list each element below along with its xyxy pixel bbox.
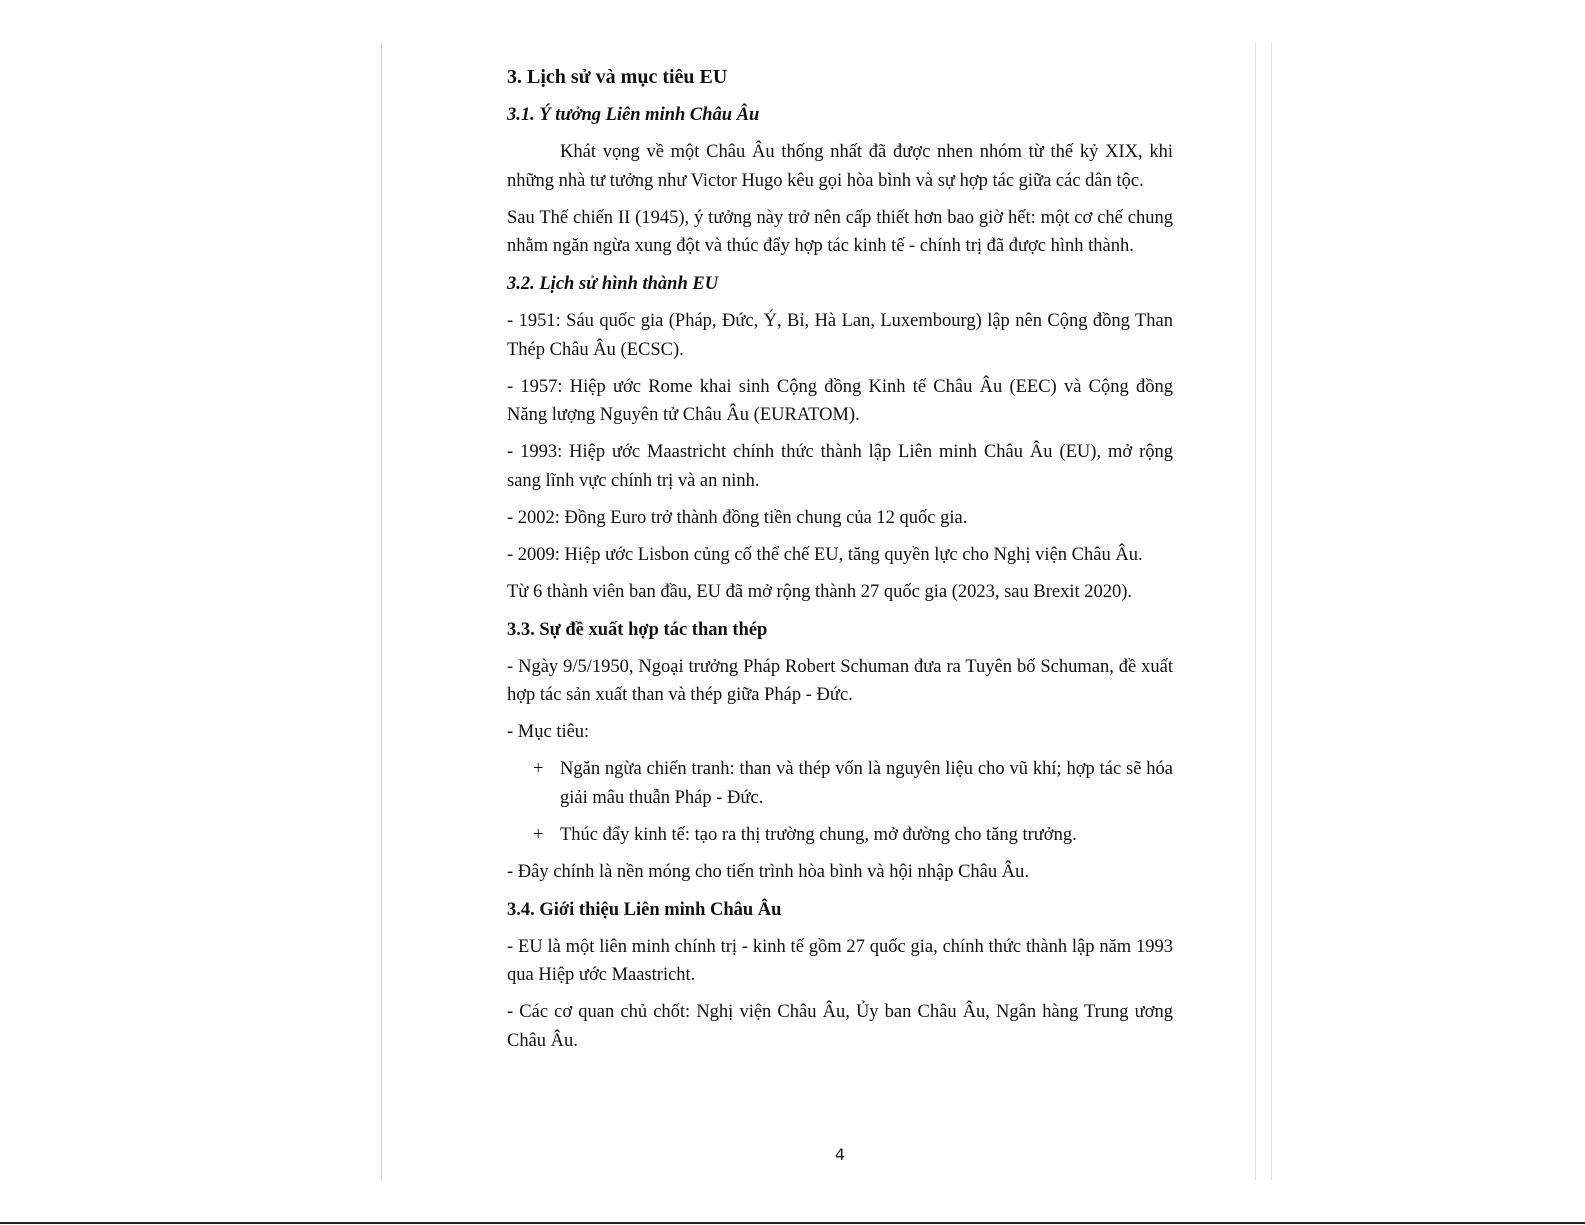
plus-bullet-icon: + bbox=[533, 759, 544, 779]
subsection-3-3-heading: 3.3. Sự đề xuất hợp tác than thép bbox=[507, 619, 768, 640]
subsection-3-1-heading: 3.1. Ý tưởng Liên minh Châu Âu bbox=[507, 105, 760, 125]
plus-bullet-icon: + bbox=[533, 824, 544, 845]
list-item-text: Ngăn ngừa chiến tranh: than và thép vốn là nguyên liệu cho vũ khí; hợp tác sẽ hóa giải mâu thuẫn Pháp - Đức. bbox=[560, 759, 1173, 808]
paragraph: Từ 6 thành viên ban đầu, EU đã mở rộng thành 27 quốc gia (2023, sau Brexit 2020). bbox=[507, 581, 1133, 602]
timeline-item: - 1957: Hiệp ước Rome khai sinh Cộng đồng Kinh tế Châu Âu (EEC) và Cộng đồng Năng lượng Nguyên tử Châu Âu (EURATOM). bbox=[507, 376, 1173, 425]
timeline-item: - 2002: Đồng Euro trở thành đồng tiền chung của 12 quốc gia. bbox=[507, 507, 968, 528]
paragraph: - Các cơ quan chủ chốt: Nghị viện Châu Âu, Ủy ban Châu Âu, Ngân hàng Trung ương Châu Âu. bbox=[507, 1002, 1173, 1051]
list-item bbox=[507, 755, 1173, 812]
timeline-item: - 2009: Hiệp ước Lisbon củng cố thể chế EU, tăng quyền lực cho Nghị viện Châu Âu. bbox=[507, 544, 1143, 565]
paragraph: - EU là một liên minh chính trị - kinh tế gồm 27 quốc gia, chính thức thành lập năm 1993 qua Hiệp ước Maastricht. bbox=[507, 936, 1173, 985]
page-margin-line-left bbox=[381, 42, 382, 1180]
paragraph: Sau Thế chiến II (1945), ý tưởng này trở nên cấp thiết hơn bao giờ hết: một cơ chế chung nhằm ngăn ngừa xung đột và thúc đẩy hợp tác kinh tế - chính trị đã được hình thành. bbox=[507, 207, 1173, 256]
list-item-text: Thúc đẩy kinh tế: tạo ra thị trường chung, mở đường cho tăng trưởng. bbox=[560, 824, 1077, 845]
page-margin-line-right-outer bbox=[1271, 42, 1272, 1180]
objectives-list bbox=[507, 755, 1173, 849]
document-body bbox=[507, 62, 1173, 1064]
page-number: 4 bbox=[834, 1145, 846, 1164]
viewport-bottom-border bbox=[0, 1222, 1585, 1224]
list-item bbox=[507, 821, 1173, 850]
section-title: 3. Lịch sử và mục tiêu EU bbox=[507, 66, 728, 88]
subsection-3-2-heading: 3.2. Lịch sử hình thành EU bbox=[507, 274, 719, 294]
timeline-item: - 1951: Sáu quốc gia (Pháp, Đức, Ý, Bỉ, Hà Lan, Luxembourg) lập nên Cộng đồng Than Thép Châu Âu (ECSC). bbox=[507, 311, 1173, 360]
page-margin-line-right bbox=[1255, 42, 1256, 1180]
timeline-item: - 1993: Hiệp ước Maastricht chính thức thành lập Liên minh Châu Âu (EU), mở rộng sang lĩnh vực chính trị và an ninh. bbox=[507, 442, 1173, 491]
subsection-3-4-heading: 3.4. Giới thiệu Liên minh Châu Âu bbox=[507, 899, 782, 920]
paragraph: - Ngày 9/5/1950, Ngoại trưởng Pháp Robert Schuman đưa ra Tuyên bố Schuman, đề xuất hợp tác sản xuất than và thép giữa Pháp - Đức. bbox=[507, 656, 1173, 705]
paragraph: - Đây chính là nền móng cho tiến trình hòa bình và hội nhập Châu Âu. bbox=[507, 861, 1030, 882]
paragraph: - Mục tiêu: bbox=[507, 722, 590, 742]
paragraph: Khát vọng về một Châu Âu thống nhất đã được nhen nhóm từ thế kỷ XIX, khi những nhà tư tưởng như Victor Hugo kêu gọi hòa bình và sự hợp tác giữa các dân tộc. bbox=[507, 142, 1173, 191]
